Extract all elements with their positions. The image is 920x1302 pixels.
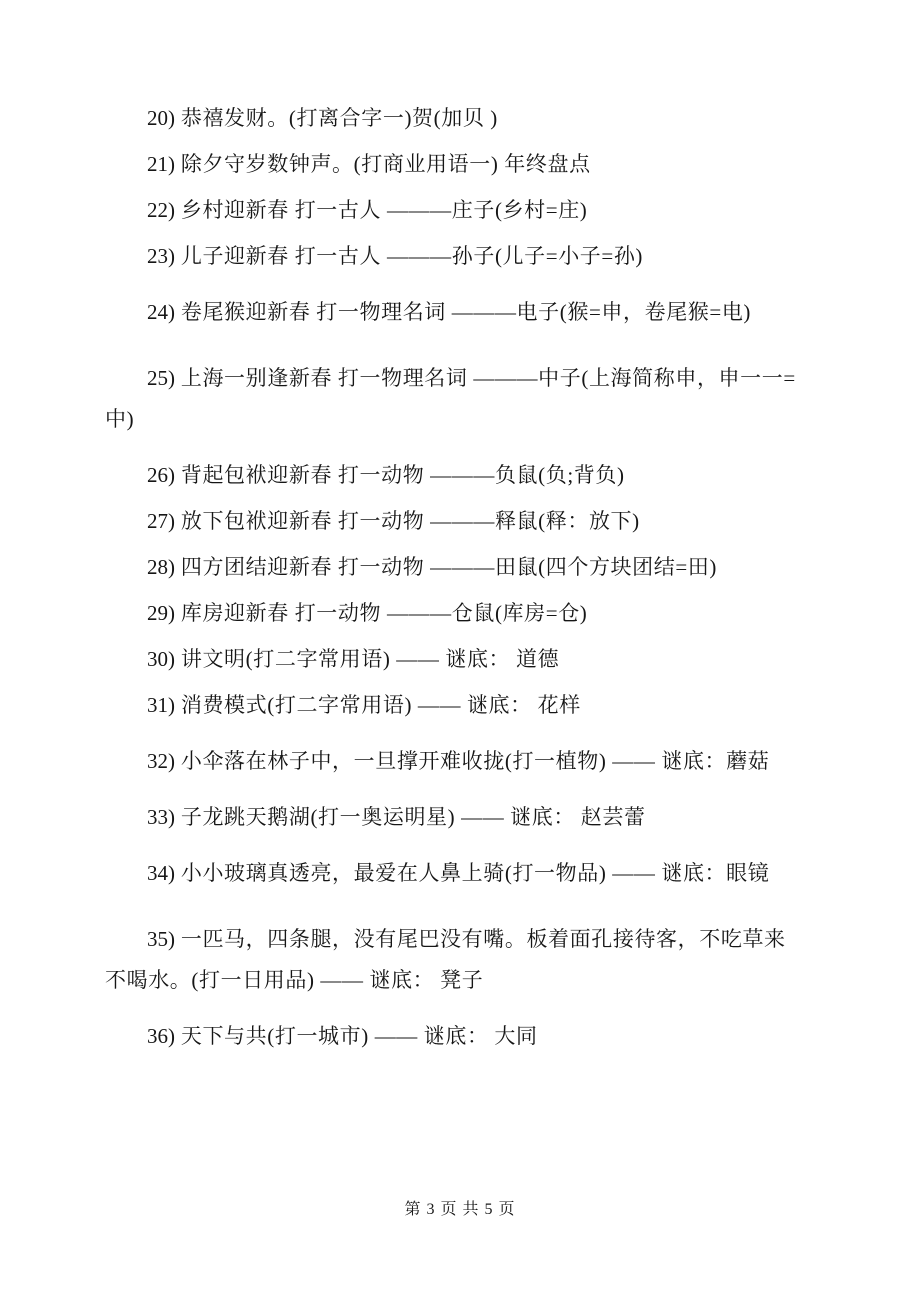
riddle-item xyxy=(105,741,805,782)
riddle-text: 四方团结迎新春 打一动物 ———田鼠(四个方块团结=田) xyxy=(180,554,717,579)
riddle-item xyxy=(105,358,805,440)
riddle-number: 29) xyxy=(147,600,175,625)
riddle-number: 27) xyxy=(147,508,175,533)
riddle-text: 讲文明(打二字常用语) —— 谜底： 道德 xyxy=(180,646,560,671)
riddle-list xyxy=(105,108,805,1047)
page-number-label: 第 3 页 共 5 页 xyxy=(404,1201,516,1218)
riddle-item xyxy=(105,646,805,671)
riddle-number: 30) xyxy=(147,646,175,671)
riddle-item xyxy=(105,154,805,175)
riddle-text: 儿子迎新春 打一古人 ———孙子(儿子=小子=孙) xyxy=(180,244,644,268)
riddle-number: 24) xyxy=(147,300,175,324)
riddle-text: 放下包袱迎新春 打一动物 ———释鼠(释：放下) xyxy=(180,508,640,533)
riddle-item xyxy=(105,600,805,625)
riddle-text: 一匹马，四条腿，没有尾巴没有嘴。板着面孔接待客，不吃草来不喝水。(打一日用品) —— 谜底： 凳子 xyxy=(105,926,786,992)
riddle-text: 上海一别逢新春 打一物理名词 ———中子(上海简称申，申一一=中) xyxy=(105,365,796,431)
riddle-item xyxy=(105,246,805,267)
riddle-text: 恭禧发财。(打离合字一)贺(加贝 ) xyxy=(180,106,498,130)
riddle-item xyxy=(105,508,805,533)
riddle-text: 库房迎新春 打一动物 ———仓鼠(库房=仓) xyxy=(180,600,588,625)
riddle-number: 25) xyxy=(147,365,175,390)
riddle-number: 23) xyxy=(147,244,175,268)
riddle-number: 28) xyxy=(147,554,175,579)
riddle-text: 乡村迎新春 打一古人 ———庄子(乡村=庄) xyxy=(180,198,588,222)
riddle-number: 35) xyxy=(147,926,175,951)
riddle-item xyxy=(105,200,805,221)
riddle-number: 22) xyxy=(147,198,175,222)
riddle-text: 小小玻璃真透亮，最爱在人鼻上骑(打一物品) —— 谜底：眼镜 xyxy=(180,860,770,885)
riddle-number: 33) xyxy=(147,804,175,829)
riddle-text: 消费模式(打二字常用语) —— 谜底： 花样 xyxy=(180,692,581,717)
riddle-text: 天下与共(打一城市) —— 谜底： 大同 xyxy=(180,1023,538,1048)
riddle-number: 31) xyxy=(147,692,175,717)
riddle-text: 小伞落在林子中，一旦撑开难收拢(打一植物) —— 谜底：蘑菇 xyxy=(180,748,770,773)
riddle-item xyxy=(105,292,805,333)
page-footer xyxy=(0,1196,920,1219)
riddle-item xyxy=(105,853,805,894)
riddle-item xyxy=(105,462,805,487)
riddle-text: 除夕守岁数钟声。(打商业用语一) 年终盘点 xyxy=(180,152,591,176)
riddle-number: 32) xyxy=(147,748,175,773)
riddle-text: 子龙跳天鹅湖(打一奥运明星) —— 谜底： 赵芸蕾 xyxy=(180,804,646,829)
riddle-text: 背起包袱迎新春 打一动物 ———负鼠(负;背负) xyxy=(180,462,625,487)
riddle-text: 卷尾猴迎新春 打一物理名词 ———电子(猴=申，卷尾猴=电) xyxy=(180,300,752,324)
riddle-item xyxy=(105,919,805,1001)
riddle-item xyxy=(105,554,805,579)
riddle-number: 26) xyxy=(147,462,175,487)
riddle-number: 20) xyxy=(147,106,175,130)
riddle-item xyxy=(105,692,805,717)
riddle-number: 34) xyxy=(147,860,175,885)
riddle-item xyxy=(105,1023,805,1048)
riddle-item xyxy=(105,804,805,829)
riddle-number: 21) xyxy=(147,152,175,176)
riddle-item xyxy=(105,108,805,129)
riddle-number: 36) xyxy=(147,1023,175,1048)
